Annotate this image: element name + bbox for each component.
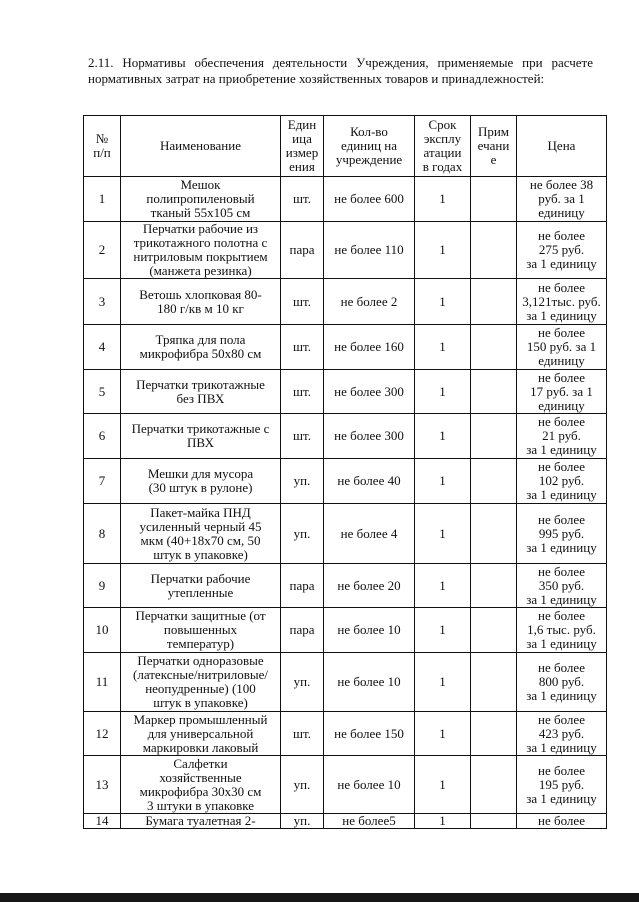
cell-service-life: 1 bbox=[415, 414, 471, 459]
scan-edge-bar bbox=[0, 893, 639, 902]
cell-note bbox=[471, 279, 517, 325]
cell-note bbox=[471, 222, 517, 279]
cell-service-life: 1 bbox=[415, 653, 471, 712]
table-row bbox=[84, 414, 607, 459]
cell-quantity: не более 20 bbox=[324, 564, 415, 608]
cell-service-life: 1 bbox=[415, 756, 471, 814]
cell-note bbox=[471, 370, 517, 414]
cell-note bbox=[471, 608, 517, 653]
cell-unit: уп. bbox=[281, 504, 324, 564]
cell-note bbox=[471, 814, 517, 829]
section-heading: 2.11. Нормативы обеспечения деятельности Учреждения, применяемые при расчете нормативных затрат на приобретение хозяйственных товаров и принадлежностей: bbox=[88, 55, 593, 86]
cell-number: 8 bbox=[84, 504, 121, 564]
cell-price: не более 1,6 тыс. руб. за 1 единицу bbox=[517, 608, 607, 653]
cell-quantity: не более5 bbox=[324, 814, 415, 829]
cell-number: 6 bbox=[84, 414, 121, 459]
cell-unit: уп. bbox=[281, 459, 324, 504]
cell-unit: шт. bbox=[281, 414, 324, 459]
cell-number: 14 bbox=[84, 814, 121, 829]
table-row bbox=[84, 756, 607, 814]
header-note: Прим ечани е bbox=[471, 116, 517, 177]
cell-name: Перчатки защитные (от повышенных температур) bbox=[121, 608, 281, 653]
cell-unit: пара bbox=[281, 222, 324, 279]
cell-note bbox=[471, 325, 517, 370]
cell-price: не более 995 руб. за 1 единицу bbox=[517, 504, 607, 564]
cell-note bbox=[471, 177, 517, 222]
cell-number: 5 bbox=[84, 370, 121, 414]
header-name: Наименование bbox=[121, 116, 281, 177]
cell-price: не более 21 руб. за 1 единицу bbox=[517, 414, 607, 459]
cell-price: не более 150 руб. за 1 единицу bbox=[517, 325, 607, 370]
cell-name: Пакет-майка ПНД усиленный черный 45 мкм (40+18х70 см, 50 штук в упаковке) bbox=[121, 504, 281, 564]
table-row bbox=[84, 459, 607, 504]
cell-quantity: не более 4 bbox=[324, 504, 415, 564]
table-row bbox=[84, 370, 607, 414]
norms-table bbox=[83, 115, 607, 829]
cell-service-life: 1 bbox=[415, 325, 471, 370]
table-row bbox=[84, 608, 607, 653]
cell-price: не более 423 руб. за 1 единицу bbox=[517, 712, 607, 756]
cell-name: Мешки для мусора (30 штук в рулоне) bbox=[121, 459, 281, 504]
cell-number: 13 bbox=[84, 756, 121, 814]
cell-name: Перчатки трикотажные без ПВХ bbox=[121, 370, 281, 414]
table-header-row bbox=[84, 116, 607, 177]
cell-number: 1 bbox=[84, 177, 121, 222]
cell-number: 7 bbox=[84, 459, 121, 504]
cell-unit: шт. bbox=[281, 279, 324, 325]
cell-unit: пара bbox=[281, 564, 324, 608]
cell-unit: шт. bbox=[281, 370, 324, 414]
table-row bbox=[84, 564, 607, 608]
cell-service-life: 1 bbox=[415, 712, 471, 756]
table-row bbox=[84, 177, 607, 222]
cell-note bbox=[471, 712, 517, 756]
header-unit: Един ица измер ения bbox=[281, 116, 324, 177]
cell-name: Бумага туалетная 2- bbox=[121, 814, 281, 829]
cell-service-life: 1 bbox=[415, 459, 471, 504]
cell-unit: уп. bbox=[281, 756, 324, 814]
cell-note bbox=[471, 414, 517, 459]
cell-price: не более 350 руб. за 1 единицу bbox=[517, 564, 607, 608]
cell-name: Маркер промышленный для универсальной маркировки лаковый bbox=[121, 712, 281, 756]
cell-note bbox=[471, 756, 517, 814]
cell-name: Перчатки рабочие из трикотажного полотна с нитриловым покрытием (манжета резинка) bbox=[121, 222, 281, 279]
cell-price: не более 38 руб. за 1 единицу bbox=[517, 177, 607, 222]
cell-quantity: не более 150 bbox=[324, 712, 415, 756]
cell-quantity: не более 160 bbox=[324, 325, 415, 370]
cell-number: 10 bbox=[84, 608, 121, 653]
cell-service-life: 1 bbox=[415, 608, 471, 653]
cell-name: Перчатки рабочие утепленные bbox=[121, 564, 281, 608]
table-body bbox=[84, 177, 607, 829]
cell-name: Тряпка для пола микрофибра 50х80 см bbox=[121, 325, 281, 370]
cell-unit: уп. bbox=[281, 814, 324, 829]
table-row bbox=[84, 279, 607, 325]
cell-unit: шт. bbox=[281, 177, 324, 222]
table-row bbox=[84, 653, 607, 712]
cell-name: Салфетки хозяйственные микрофибра 30х30 см 3 штуки в упаковке bbox=[121, 756, 281, 814]
cell-quantity: не более 40 bbox=[324, 459, 415, 504]
cell-unit: уп. bbox=[281, 653, 324, 712]
cell-price: не более 3,121тыс. руб. за 1 единицу bbox=[517, 279, 607, 325]
table-row bbox=[84, 504, 607, 564]
cell-price: не более 17 руб. за 1 единицу bbox=[517, 370, 607, 414]
cell-name: Мешок полипропиленовый тканый 55х105 см bbox=[121, 177, 281, 222]
cell-quantity: не более 10 bbox=[324, 608, 415, 653]
cell-number: 2 bbox=[84, 222, 121, 279]
cell-quantity: не более 110 bbox=[324, 222, 415, 279]
header-number: № п/п bbox=[84, 116, 121, 177]
cell-number: 9 bbox=[84, 564, 121, 608]
cell-quantity: не более 10 bbox=[324, 756, 415, 814]
cell-service-life: 1 bbox=[415, 564, 471, 608]
header-quantity: Кол-во единиц на учреждение bbox=[324, 116, 415, 177]
cell-note bbox=[471, 459, 517, 504]
cell-quantity: не более 600 bbox=[324, 177, 415, 222]
cell-price: не более 800 руб. за 1 единицу bbox=[517, 653, 607, 712]
cell-service-life: 1 bbox=[415, 370, 471, 414]
table-row bbox=[84, 712, 607, 756]
cell-service-life: 1 bbox=[415, 504, 471, 564]
cell-quantity: не более 300 bbox=[324, 370, 415, 414]
cell-price: не более bbox=[517, 814, 607, 829]
cell-service-life: 1 bbox=[415, 222, 471, 279]
cell-number: 12 bbox=[84, 712, 121, 756]
cell-service-life: 1 bbox=[415, 814, 471, 829]
cell-service-life: 1 bbox=[415, 177, 471, 222]
cell-number: 3 bbox=[84, 279, 121, 325]
cell-quantity: не более 300 bbox=[324, 414, 415, 459]
cell-price: не более 275 руб. за 1 единицу bbox=[517, 222, 607, 279]
cell-price: не более 195 руб. за 1 единицу bbox=[517, 756, 607, 814]
table-row bbox=[84, 325, 607, 370]
cell-number: 4 bbox=[84, 325, 121, 370]
header-service-life: Срок эксплу атации в годах bbox=[415, 116, 471, 177]
cell-quantity: не более 2 bbox=[324, 279, 415, 325]
cell-note bbox=[471, 564, 517, 608]
cell-name: Перчатки трикотажные с ПВХ bbox=[121, 414, 281, 459]
header-price: Цена bbox=[517, 116, 607, 177]
cell-note bbox=[471, 504, 517, 564]
cell-unit: шт. bbox=[281, 712, 324, 756]
cell-price: не более 102 руб. за 1 единицу bbox=[517, 459, 607, 504]
cell-note bbox=[471, 653, 517, 712]
cell-number: 11 bbox=[84, 653, 121, 712]
cell-name: Перчатки одноразовые (латексные/нитриловые/ неопудренные) (100 штук в упаковке) bbox=[121, 653, 281, 712]
table-row bbox=[84, 222, 607, 279]
cell-service-life: 1 bbox=[415, 279, 471, 325]
cell-unit: пара bbox=[281, 608, 324, 653]
cell-unit: шт. bbox=[281, 325, 324, 370]
table-row bbox=[84, 814, 607, 829]
cell-name: Ветошь хлопковая 80- 180 г/кв м 10 кг bbox=[121, 279, 281, 325]
cell-quantity: не более 10 bbox=[324, 653, 415, 712]
